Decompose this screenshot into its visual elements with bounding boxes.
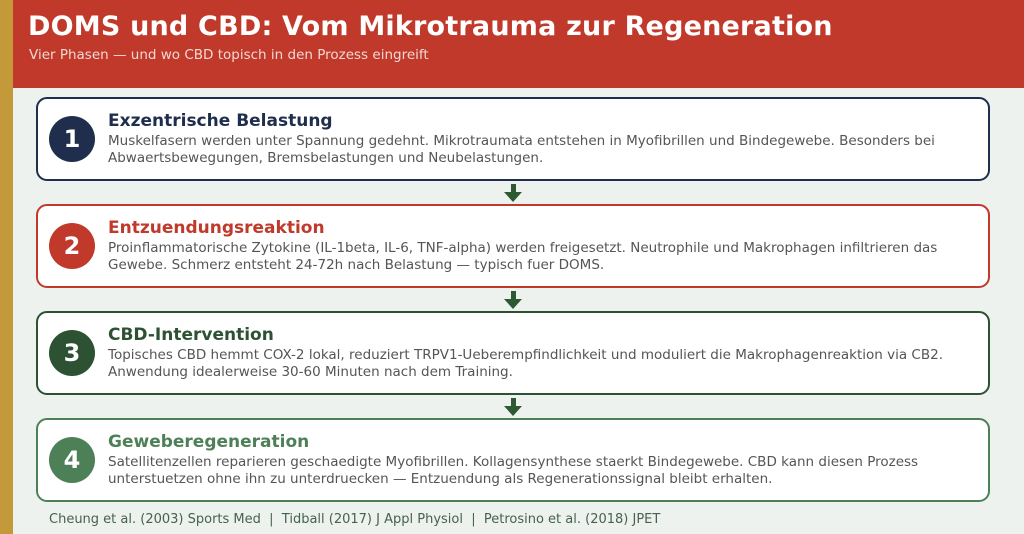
phase-box-2 — [36, 204, 990, 288]
down-arrow-icon — [504, 406, 522, 416]
phase-box-1 — [36, 97, 990, 181]
phase-title: Geweberegeneration — [108, 431, 310, 452]
phases-flow — [13, 88, 1024, 528]
phase-box-4 — [36, 418, 990, 502]
down-arrow-icon — [511, 291, 516, 299]
down-arrow-icon — [511, 398, 516, 406]
page-subtitle: Vier Phasen — und wo CBD topisch in den Prozess eingreift — [29, 47, 429, 64]
phase-number-badge: 3 — [49, 330, 95, 376]
flow-arrow — [36, 181, 990, 204]
down-arrow-icon — [504, 299, 522, 309]
phase-title: CBD-Intervention — [108, 324, 274, 345]
phase-title: Entzuendungsreaktion — [108, 217, 325, 238]
phase-title: Exzentrische Belastung — [108, 110, 333, 131]
down-arrow-icon — [504, 192, 522, 202]
phase-text — [108, 326, 988, 381]
phase-description: Proinflammatorische Zytokine (IL-1beta, IL-6, TNF-alpha) werden freigesetzt. Neutrophile und Makrophagen infiltrieren das Gewebe. Schmerz entsteht 24-72h nach Belastung — typisch fuer DOMS. — [108, 240, 938, 273]
flow-arrow — [36, 288, 990, 311]
phase-description: Muskelfasern werden unter Spannung gedehnt. Mikrotraumata entstehen in Myofibrillen und Bindegewebe. Besonders bei Abwaertsbewegungen, Bremsbelastungen und Neubelastungen. — [108, 133, 935, 166]
phase-box-3 — [36, 311, 990, 395]
phase-text — [108, 433, 988, 488]
left-accent-stripe — [0, 0, 13, 534]
phase-number-badge: 2 — [49, 223, 95, 269]
phase-text — [108, 219, 988, 274]
phase-number-badge: 1 — [49, 116, 95, 162]
phase-text — [108, 112, 988, 167]
flow-arrow — [36, 395, 990, 418]
page-title: DOMS und CBD: Vom Mikrotrauma zur Regeneration — [28, 11, 833, 42]
footer-citations: Cheung et al. (2003) Sports Med | Tidball (2017) J Appl Physiol | Petrosino et al. (2018) JPET — [49, 512, 661, 527]
phase-description: Topisches CBD hemmt COX-2 lokal, reduziert TRPV1-Ueberempfindlichkeit und moduliert die Makrophagenreaktion via CB2. Anwendung idealerweise 30-60 Minuten nach dem Training. — [108, 347, 943, 380]
phase-description: Satellitenzellen reparieren geschaedigte Myofibrillen. Kollagensynthese staerkt Bindegewebe. CBD kann diesen Prozess unterstuetzen ohne ihn zu unterdruecken — Entzuendung als Regenerationssignal bleibt erhalten. — [108, 454, 919, 487]
down-arrow-icon — [511, 184, 516, 192]
phase-number-badge: 4 — [49, 437, 95, 483]
header-banner — [13, 0, 1024, 88]
